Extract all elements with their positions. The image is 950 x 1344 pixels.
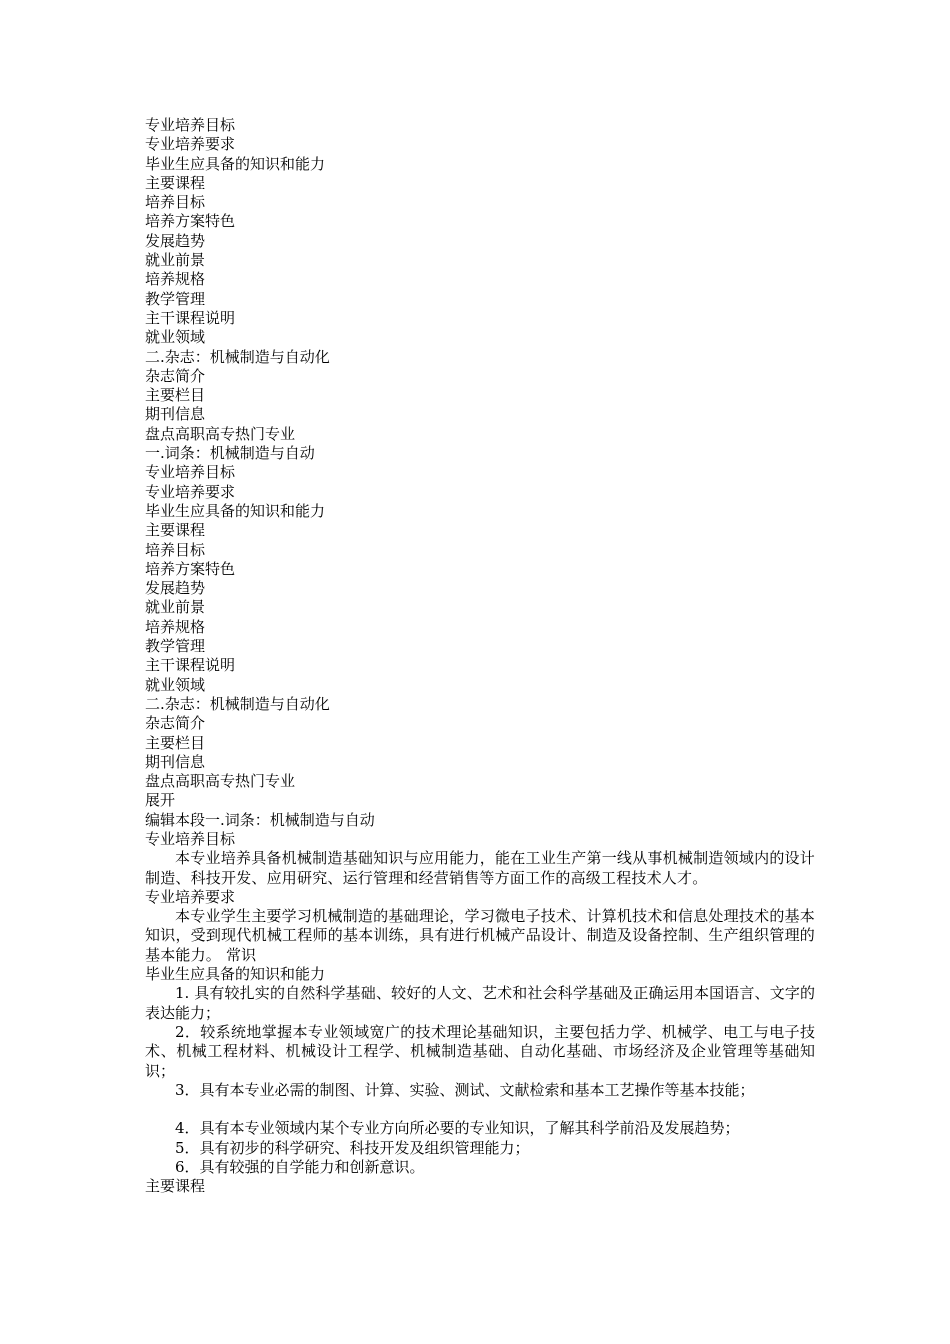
blank-line — [145, 1100, 815, 1119]
toc-item[interactable]: 教学管理 — [145, 289, 206, 308]
toc-item[interactable]: 期刊信息 — [145, 405, 206, 424]
toc-item[interactable]: 培养目标 — [145, 193, 206, 212]
section-heading: 专业培养要求 — [145, 887, 236, 906]
toc-item[interactable]: 杂志简介 — [145, 366, 206, 385]
toc-item[interactable]: 专业培养要求 — [145, 482, 236, 501]
section-heading: 毕业生应具备的知识和能力 — [145, 965, 326, 984]
toc-item[interactable]: 盘点高职高专热门专业 — [145, 424, 296, 443]
ability-item: 4．具有本专业领域内某个专业方向所必要的专业知识，了解其科学前沿及发展趋势； — [175, 1119, 740, 1138]
toc-item[interactable]: 二.杂志：机械制造与自动化 — [145, 347, 330, 366]
toc-item[interactable]: 主要栏目 — [145, 733, 206, 752]
toc-item[interactable]: 主要课程 — [145, 521, 206, 540]
toc-item[interactable]: 就业领域 — [145, 328, 206, 347]
toc-item[interactable]: 发展趋势 — [145, 231, 206, 250]
section-heading: 专业培养目标 — [145, 829, 236, 848]
toc-item[interactable]: 专业培养要求 — [145, 135, 236, 154]
section-paragraph: 本专业学生主要学习机械制造的基础理论，学习微电子技术、计算机技术和信息处理技术的基本知识，受到现代机械工程师的基本训练，具有进行机械产品设计、制造及设备控制、生产组织管理的基本能力。 常识 — [145, 907, 815, 964]
section-goal — [145, 830, 815, 888]
section-courses — [145, 1177, 815, 1196]
section-paragraph: 本专业培养具备机械制造基础知识与应用能力，能在工业生产第一线从事机械制造领域内的设计制造、科技开发、应用研究、运行管理和经营销售等方面工作的高级工程技术人才。 — [145, 849, 815, 887]
toc-item[interactable]: 期刊信息 — [145, 752, 206, 771]
toc-item[interactable]: 就业领域 — [145, 675, 206, 694]
toc-item[interactable]: 一.词条：机械制造与自动 — [145, 444, 315, 463]
document-body — [145, 116, 815, 1197]
section-abilities — [145, 965, 815, 1177]
ability-item: 2．较系统地掌握本专业领域宽广的技术理论基础知识，主要包括力学、机械学、电工与电子技术、机械工程材料、机械设计工程学、机械制造基础、自动化基础、市场经济及企业管理等基础知识； — [145, 1022, 815, 1080]
toc-item[interactable]: 就业前景 — [145, 598, 206, 617]
toc-item[interactable]: 主要课程 — [145, 173, 206, 192]
toc-item[interactable]: 二.杂志：机械制造与自动化 — [145, 694, 330, 713]
ability-item: 3．具有本专业必需的制图、计算、实验、测试、文献检索和基本工艺操作等基本技能； — [175, 1080, 755, 1099]
toc-item[interactable]: 主干课程说明 — [145, 656, 236, 675]
toc-item[interactable]: 培养规格 — [145, 617, 206, 636]
toc-item[interactable]: 专业培养目标 — [145, 463, 236, 482]
section-requirement — [145, 888, 815, 965]
toc-item[interactable]: 毕业生应具备的知识和能力 — [145, 154, 326, 173]
toc-item[interactable]: 杂志简介 — [145, 714, 206, 733]
section-edit-heading: 编辑本段一.词条：机械制造与自动 — [145, 810, 375, 829]
toc-item[interactable]: 培养规格 — [145, 270, 206, 289]
toc-item[interactable]: 培养目标 — [145, 540, 206, 559]
ability-item: 6．具有较强的自学能力和创新意识。 — [175, 1158, 425, 1177]
toc-item[interactable]: 培养方案特色 — [145, 212, 236, 231]
ability-item: 5．具有初步的科学研究、科技开发及组织管理能力； — [175, 1138, 530, 1157]
toc-item[interactable]: 毕业生应具备的知识和能力 — [145, 501, 326, 520]
section-heading: 主要课程 — [145, 1177, 206, 1196]
toc-item[interactable]: 主要栏目 — [145, 386, 206, 405]
toc-item[interactable]: 主干课程说明 — [145, 308, 236, 327]
expand-link[interactable]: 展开 — [145, 791, 176, 810]
toc-item[interactable]: 盘点高职高专热门专业 — [145, 772, 296, 791]
ability-item: 1. 具有较扎实的自然科学基础、较好的人文、艺术和社会科学基础及正确运用本国语言、文字的表达能力； — [145, 984, 815, 1022]
toc-item[interactable]: 就业前景 — [145, 251, 206, 270]
toc-item[interactable]: 发展趋势 — [145, 579, 206, 598]
toc-item[interactable]: 专业培养目标 — [145, 116, 236, 134]
table-of-contents — [145, 116, 815, 791]
toc-item[interactable]: 培养方案特色 — [145, 559, 236, 578]
toc-item[interactable]: 教学管理 — [145, 637, 206, 656]
